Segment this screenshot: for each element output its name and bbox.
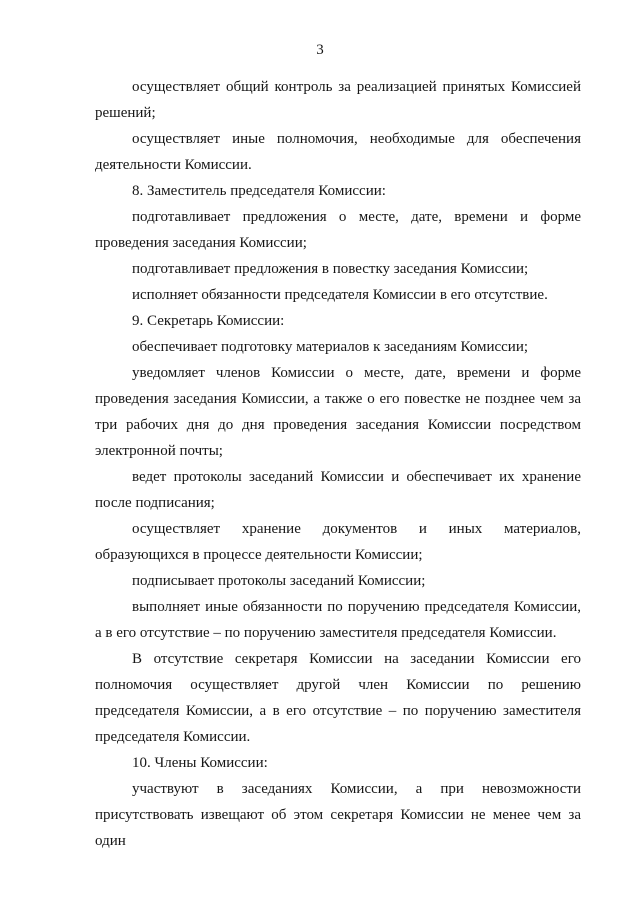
paragraph: осуществляет хранение документов и иных материалов, образующихся в процессе деятельности Комиссии;: [95, 521, 581, 563]
section-heading: 8. Заместитель председателя Комиссии:: [132, 183, 386, 199]
page-number: 3: [316, 42, 324, 58]
paragraph: подготавливает предложения о месте, дате, времени и форме проведения заседания Комиссии;: [95, 209, 581, 251]
paragraph: ведет протоколы заседаний Комиссии и обеспечивает их хранение после подписания;: [95, 469, 581, 511]
paragraph: уведомляет членов Комиссии о месте, дате, времени и форме проведения заседания Комиссии, а также о его повестке не позднее чем за три рабочих дня до дня проведения заседания Комиссии посредством электронной почты;: [95, 365, 581, 459]
paragraph: подписывает протоколы заседаний Комиссии;: [132, 573, 426, 589]
paragraph: исполняет обязанности председателя Комиссии в его отсутствие.: [132, 287, 548, 303]
section-heading: 10. Члены Комиссии:: [132, 755, 268, 771]
paragraph: участвуют в заседаниях Комиссии, а при невозможности присутствовать извещают об этом секретаря Комиссии не менее чем за один: [95, 781, 581, 849]
document-body: [95, 74, 581, 854]
paragraph: осуществляет иные полномочия, необходимые для обеспечения деятельности Комиссии.: [95, 131, 581, 173]
paragraph: подготавливает предложения в повестку заседания Комиссии;: [132, 261, 529, 277]
section-heading: 9. Секретарь Комиссии:: [132, 313, 285, 329]
paragraph: выполняет иные обязанности по поручению председателя Комиссии, а в его отсутствие – по поручению заместителя председателя Комиссии.: [95, 599, 581, 641]
paragraph: обеспечивает подготовку материалов к заседаниям Комиссии;: [132, 339, 529, 355]
paragraph: осуществляет общий контроль за реализацией принятых Комиссией решений;: [95, 79, 581, 121]
paragraph: В отсутствие секретаря Комиссии на заседании Комиссии его полномочия осуществляет другой член Комиссии по решению председателя Комиссии, а в его отсутствие – по поручению заместителя председателя Комиссии.: [95, 651, 581, 745]
